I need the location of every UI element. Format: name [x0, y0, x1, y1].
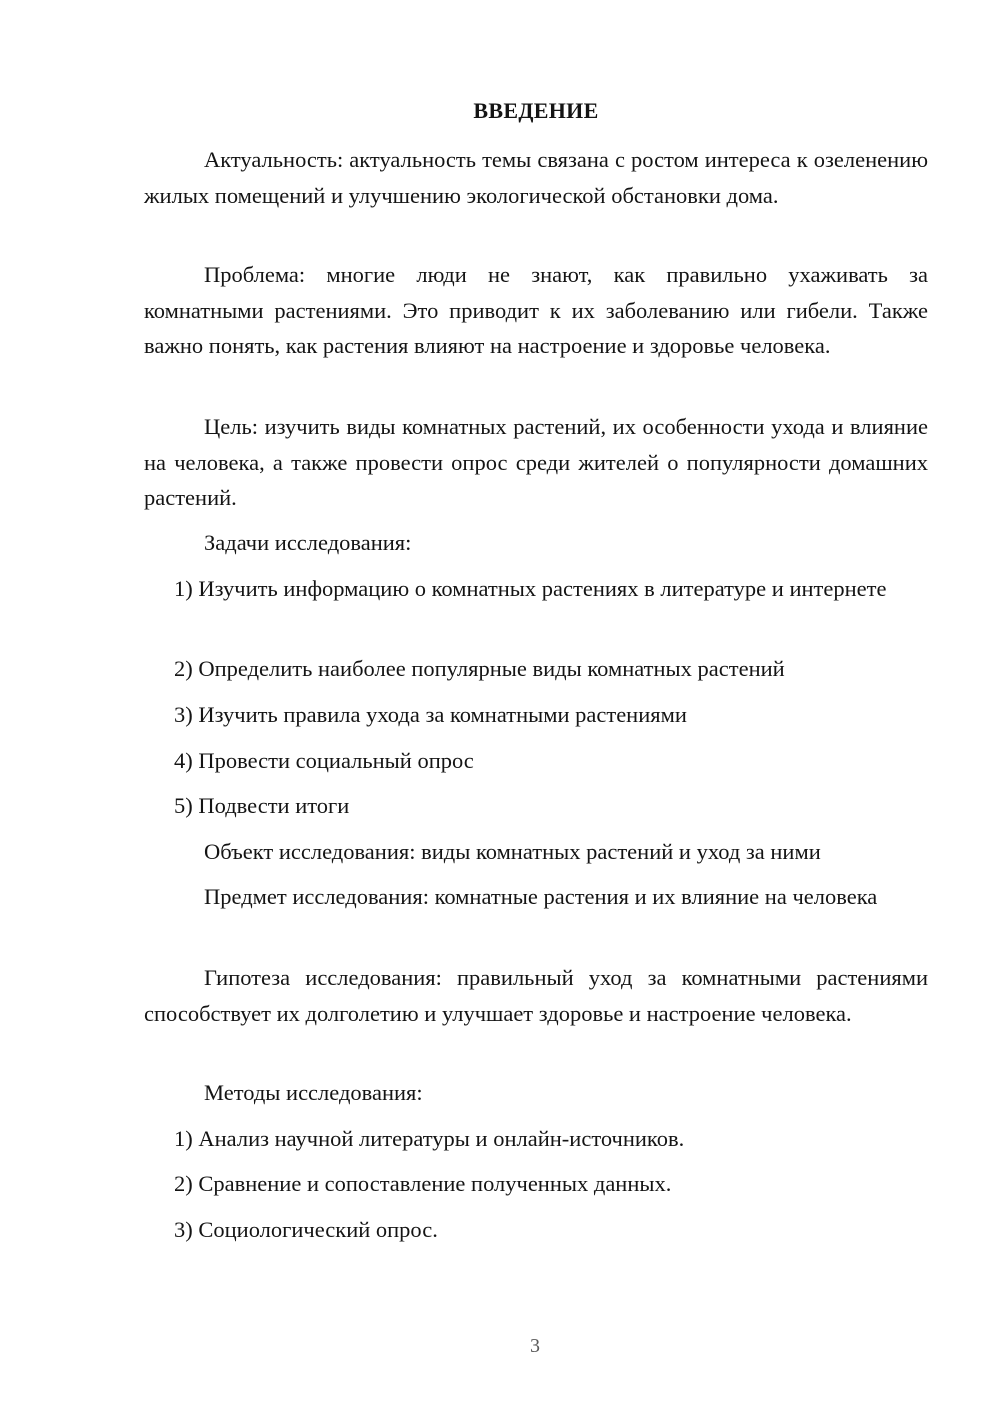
- subject-paragraph: Предмет исследования: комнатные растения и их влияние на человека: [204, 884, 878, 909]
- task-item-4: 4) Провести социальный опрос: [174, 748, 474, 773]
- task-item-1: 1) Изучить информацию о комнатных растениях в литературе и интернете: [174, 576, 887, 601]
- tasks-heading: Задачи исследования:: [204, 530, 412, 555]
- method-item-3: 3) Социологический опрос.: [174, 1217, 438, 1242]
- hypothesis-paragraph: Гипотеза исследования: правильный уход за комнатными растениями способствует их долголетию и улучшает здоровье и настроение человека.: [144, 965, 928, 1026]
- methods-heading: Методы исследования:: [204, 1080, 423, 1105]
- method-item-1: 1) Анализ научной литературы и онлайн-источников.: [174, 1126, 685, 1151]
- problem-paragraph: Проблема: многие люди не знают, как правильно ухаживать за комнатными растениями. Это приводит к их заболеванию или гибели. Также важно понять, как растения влияют на настроение и здоровье человека.: [144, 262, 928, 358]
- goal-paragraph: Цель: изучить виды комнатных растений, их особенности ухода и влияние на человека, а также провести опрос среди жителей о популярности домашних растений.: [144, 414, 928, 510]
- task-item-2: 2) Определить наиболее популярные виды комнатных растений: [174, 656, 785, 681]
- task-item-5: 5) Подвести итоги: [174, 793, 350, 818]
- method-item-2: 2) Сравнение и сопоставление полученных данных.: [174, 1171, 672, 1196]
- page-title: ВВЕДЕНИЕ: [473, 98, 599, 123]
- task-item-3: 3) Изучить правила ухода за комнатными растениями: [174, 702, 687, 727]
- object-paragraph: Объект исследования: виды комнатных растений и уход за ними: [204, 839, 821, 864]
- page-number: 3: [530, 1335, 540, 1357]
- relevance-paragraph: Актуальность: актуальность темы связана с ростом интереса к озеленению жилых помещений и улучшению экологической обстановки дома.: [144, 147, 928, 208]
